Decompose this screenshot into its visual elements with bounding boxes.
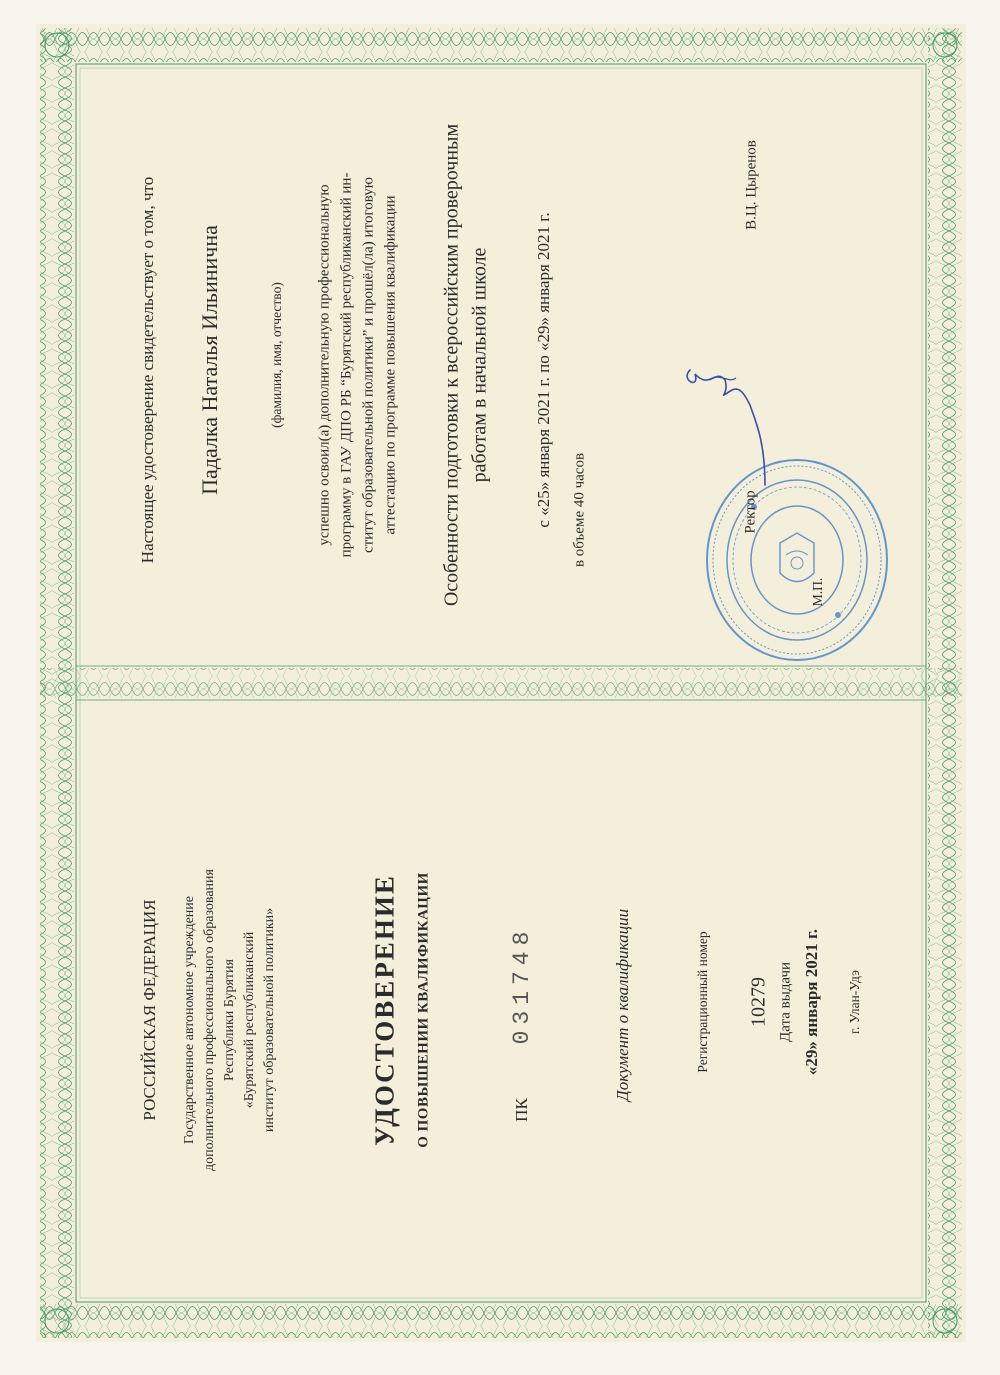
document-type: Документ о квалификации xyxy=(613,908,632,1102)
institution-line-4: «Бурятский республиканский xyxy=(242,931,257,1109)
seal-place-marker: М.П. xyxy=(810,577,825,607)
institution-line-2: дополнительного профессионального образования xyxy=(202,869,217,1171)
intro-text: Настоящее удостоверение свидетельствует о том, что xyxy=(138,176,157,564)
registration-number: 10279 xyxy=(747,977,770,1027)
document-subtitle: О ПОВЫШЕНИИ КВАЛИФИКАЦИИ xyxy=(415,872,432,1148)
body-line-1: успешно освоил(а) дополнительную профессиональную xyxy=(316,184,333,546)
program-title-line-2: работам в начальной школе xyxy=(468,247,491,483)
name-caption: (фамилия, имя, отчество) xyxy=(269,282,284,428)
institution-line-3: Республики Бурятия xyxy=(222,959,237,1081)
training-period: с «25» января 2021 г. по «29» января 2021 г. xyxy=(534,212,553,528)
series-number: 031748 xyxy=(509,925,535,1045)
program-title-line-1: Особенности подготовки к всероссийским проверочным xyxy=(440,123,463,607)
institution-line-1: Государственное автономное учреждение xyxy=(182,896,197,1144)
body-line-3: ститут образовательной политики” и прошёл(ла) итоговую xyxy=(360,177,377,553)
signer-name: В.Ц. Цыренов xyxy=(743,140,760,230)
issue-date-label: Дата выдачи xyxy=(777,961,794,1043)
series-label: ПК xyxy=(512,1098,531,1122)
holder-full-name: Падалка Наталья Ильинична xyxy=(197,225,222,495)
document-title: УДОСТОВЕРЕНИЕ xyxy=(369,874,400,1146)
issue-date: «29» января 2021 г. xyxy=(802,928,821,1076)
signer-position: Ректор xyxy=(742,490,759,534)
registration-number-label: Регистрационный номер xyxy=(695,931,710,1073)
body-line-2: программу в ГАУ ДПО РБ “Бурятский республиканский ин- xyxy=(338,172,355,558)
institution-line-5: институт образовательной политики» xyxy=(262,907,277,1133)
issue-city: г. Улан-Удэ xyxy=(847,970,862,1034)
signature-icon xyxy=(670,360,780,490)
country-name: РОССИЙСКАЯ ФЕДЕРАЦИЯ xyxy=(140,899,159,1121)
body-line-4: аттестацию по программе повышения квалификации xyxy=(382,195,399,535)
training-volume: в объеме 40 часов xyxy=(571,452,588,568)
